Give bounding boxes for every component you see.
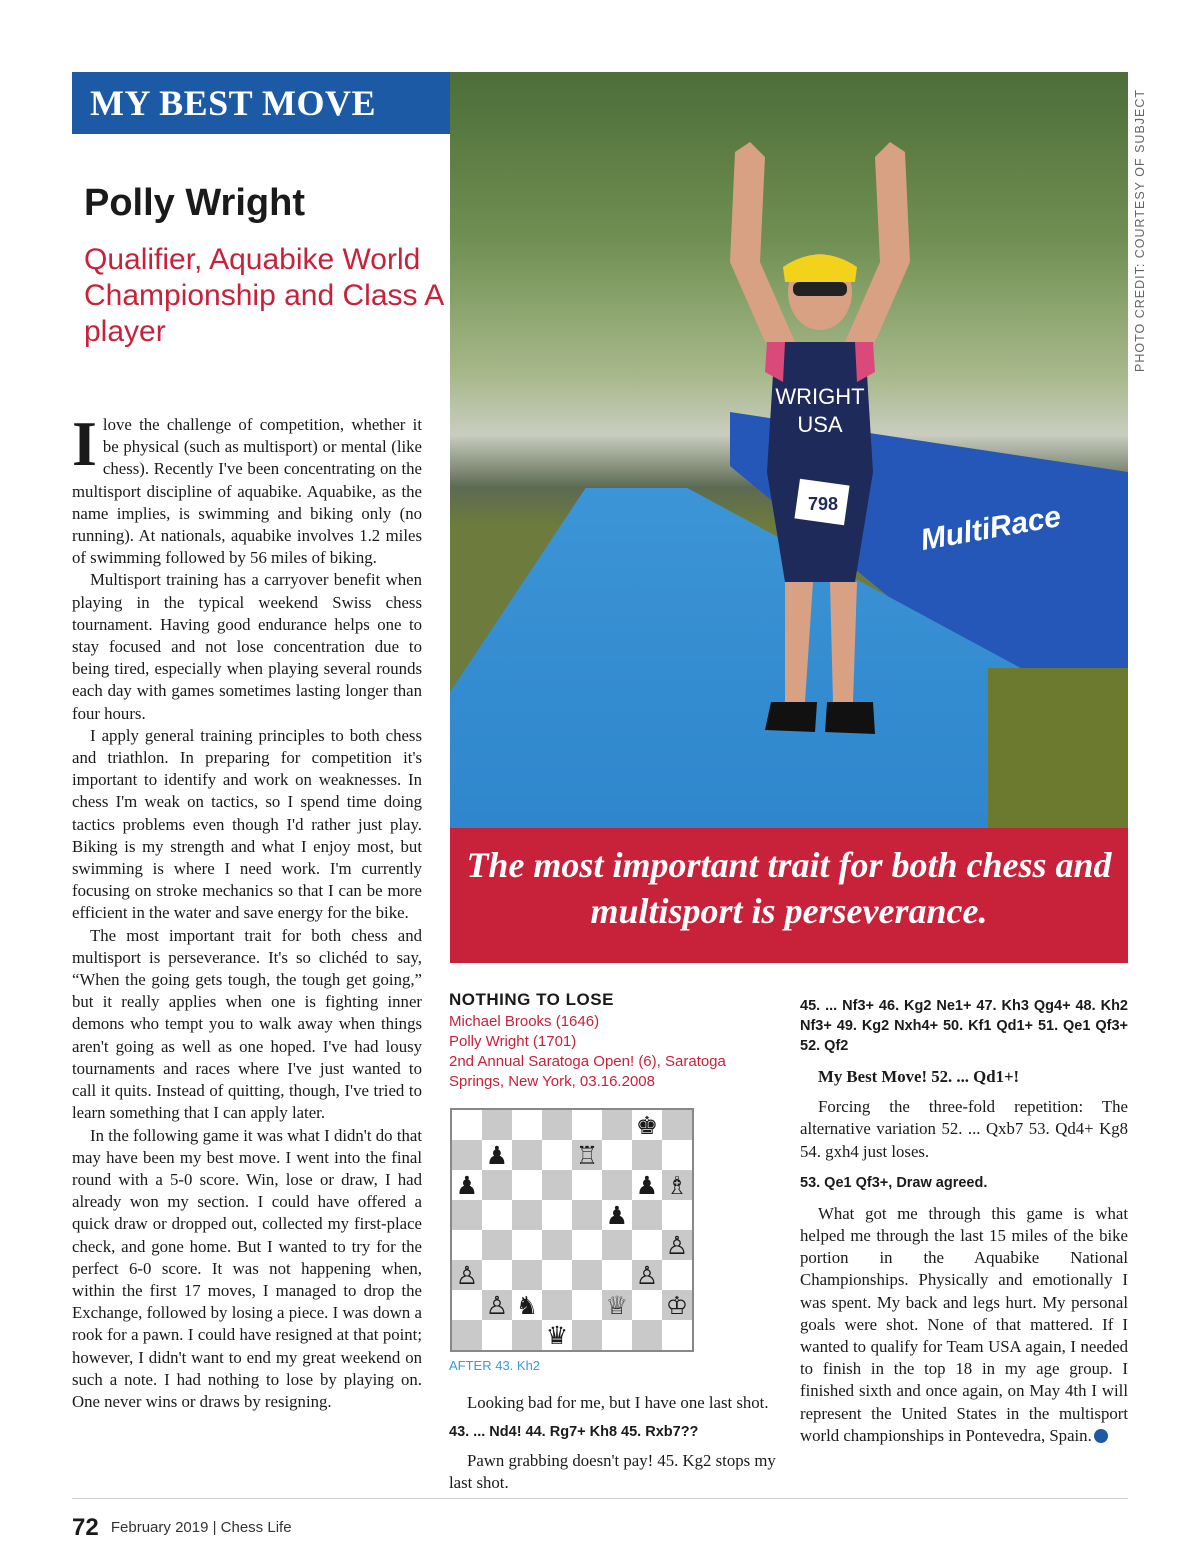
chess-square [602,1320,632,1350]
author-name: Polly Wright [84,182,305,224]
chess-square [542,1200,572,1230]
chess-square [602,1110,632,1140]
article-paragraph: In the following game it was what I didn't do that may have been my best move. I went into the final round with a 5-0 score. Win, lose or draw, I had already won my section. I could have offered a quick draw or dropped out, collected my first-place check, and gone home. But I wanted to try for the perfect 6-0 score. It was not happening when, within the first 17 moves, I managed to drop the Exchange, followed by losing a piece. I was down a rook for a pawn. I could have resigned at that point; however, I didn't want to end my great weekend on such a note. I had nothing to lose by playing on. One never wins or draws by resigning. [72,1125,422,1411]
article-column-middle [449,1392,779,1503]
article-paragraph: The most important trait for both chess and multisport is perseverance. It's so clichéd to say, “When the going gets tough, the tough get going,” but it really applies when one is fighting inner demons who tempt you to walk away when things aren't going as well as one hoped. I've had lousy tournaments and races where I've just wanted to call it quits. Instead of quitting, though, I've tried to learn something that I can apply later. [72,925,422,1123]
chess-piece-square: ♔ [662,1290,692,1320]
photo-credit: PHOTO CREDIT: COURTESY OF SUBJECT [1133,88,1147,372]
game-white-player: Michael Brooks (1646) [449,1013,600,1030]
chess-piece-square: ♙ [482,1290,512,1320]
chess-square [572,1110,602,1140]
chess-piece-square: ♛ [542,1320,572,1350]
chess-piece-square: ♕ [602,1290,632,1320]
chess-square [542,1260,572,1290]
article-paragraph: Multisport training has a carryover benefit when playing in the typical weekend Swiss chess tournament. Having good endurance helps one to stay focused and not lose concentration due to being tired, especially when playing several rounds each day with games sometimes lasting longer than four hours. [72,570,422,723]
chess-piece-square: ♗ [662,1170,692,1200]
chess-square [512,1110,542,1140]
chess-square [542,1290,572,1320]
article-column-left [72,408,422,1413]
game-moves: 45. ... Nf3+ 46. Kg2 Ne1+ 47. Kh3 Qg4+ 48. Kh2 Nf3+ 49. Kg2 Nxh4+ 50. Kf1 Qd1+ 51. Qe1 Qf3+ 52. Qf2 [800,998,1128,1054]
chess-square [512,1170,542,1200]
chess-piece-square: ♙ [632,1260,662,1290]
chess-square [632,1200,662,1230]
chess-piece-square: ♞ [512,1290,542,1320]
best-move-label: My Best Move! 52. ... Qd1+! [818,1067,1020,1086]
chess-square [512,1200,542,1230]
chess-square [512,1260,542,1290]
chess-square [482,1230,512,1260]
chess-square [452,1320,482,1350]
game-moves: 43. ... Nd4! 44. Rg7+ Kh8 45. Rxb7?? [449,1424,699,1441]
chess-square [572,1230,602,1260]
chess-square [512,1230,542,1260]
end-mark-icon [1094,1429,1108,1443]
jersey-country: USA [797,412,843,437]
chess-square [602,1140,632,1170]
athlete-photo [450,72,1128,828]
chess-square [632,1140,662,1170]
race-bib: 798 [807,494,839,514]
diagram-caption: AFTER 43. Kh2 [449,1358,541,1373]
pull-quote: The most important trait for both chess and multisport is perseverance. [450,828,1128,963]
chess-piece-square: ♟ [632,1170,662,1200]
game-annotation: Looking bad for me, but I have one last shot. [467,1393,769,1412]
chess-square [632,1290,662,1320]
chess-diagram [450,1108,694,1352]
chess-piece-square: ♟ [452,1170,482,1200]
chess-square [662,1200,692,1230]
section-header: MY BEST MOVE [72,72,450,134]
game-title: NOTHING TO LOSE [449,990,614,1009]
chess-square [482,1170,512,1200]
chess-square [662,1260,692,1290]
photo-grass [988,668,1128,828]
chess-square [542,1230,572,1260]
chess-square [572,1200,602,1230]
chess-square [602,1170,632,1200]
chess-square [632,1320,662,1350]
chess-square [452,1200,482,1230]
jersey-name: WRIGHT [775,384,865,409]
chess-square [602,1260,632,1290]
game-black-player: Polly Wright (1701) [449,1033,577,1050]
chess-square [452,1290,482,1320]
chess-square [572,1320,602,1350]
chess-square [662,1110,692,1140]
chess-square [662,1320,692,1350]
chess-square [662,1140,692,1170]
footer-rule [72,1498,1128,1499]
chess-square [452,1140,482,1170]
chess-square [512,1140,542,1170]
chess-square [482,1110,512,1140]
game-annotation: Forcing the three-fold repetition: The alternative variation 52. ... Qxb7 53. Qd4+ Kg8 54. gxh4 just loses. [800,1097,1128,1161]
chess-piece-square: ♙ [452,1260,482,1290]
game-annotation: Pawn grabbing doesn't pay! 45. Kg2 stops my last shot. [449,1451,776,1493]
chess-square [512,1320,542,1350]
chess-square [572,1170,602,1200]
game-moves: 53. Qe1 Qf3+, Draw agreed. [800,1174,988,1191]
chess-piece-square: ♖ [572,1140,602,1170]
article-paragraph: What got me through this game is what helped me through the last 15 miles of the bike portion in the Aquabike National Championships. Physically and emotionally I was spent. My back and legs hurt. My personal goals were shot. None of that mattered. If I wanted to qualify for Team USA again, I needed to finish in the top 18 in my age group. I finished sixth and once again, on May 4th I will represent the United States in the multisport world championships in Pontevedra, Spain. [800,1203,1128,1445]
chess-square [542,1110,572,1140]
author-role: Qualifier, Aquabike World Championship and Class A player [84,243,443,348]
chess-square [482,1200,512,1230]
athlete-figure [705,142,935,762]
article-column-right [800,986,1128,1455]
chess-square [482,1320,512,1350]
chess-square [572,1260,602,1290]
chess-piece-square: ♚ [632,1110,662,1140]
chess-square [602,1230,632,1260]
chess-square [542,1170,572,1200]
chess-square [482,1260,512,1290]
page-number: 72 [72,1514,99,1541]
chess-piece-square: ♙ [662,1230,692,1260]
chess-piece-square: ♟ [602,1200,632,1230]
chess-square [572,1290,602,1320]
game-info [449,1012,779,1092]
photo-banner-logo: MultiRace [918,499,1064,558]
issue-info: February 2019 | Chess Life [110,1519,292,1536]
article-paragraph: I apply general training principles to both chess and triathlon. In preparing for competition it's important to identify and work on weaknesses. In chess I'm weak on tactics, so I spend time doing tactics problems even though I'd rather just play. Biking is my strength and what I enjoy most, but swimming is where I need work. I'm currently focusing on stroke mechanics so that I can be more efficient in the water and save energy for the bike. [72,725,422,923]
chess-square [452,1230,482,1260]
chess-square [632,1230,662,1260]
chess-square [452,1110,482,1140]
game-event: 2nd Annual Saratoga Open! (6), Saratoga Springs, New York, 03.16.2008 [449,1053,726,1090]
page-footer [72,1514,292,1542]
chess-square [542,1140,572,1170]
drop-cap: I [72,408,97,479]
article-paragraph: Ilove the challenge of competition, whether it be physical (such as multisport) or mental (like chess). Recently I've been concentrating on the multisport discipline of aquabike. Aquabike, as the name implies, is swimming and biking only (no running). At nationals, aquabike involves 1.2 miles of swimming followed by 56 miles of biking. [72,408,422,568]
chess-piece-square: ♟ [482,1140,512,1170]
